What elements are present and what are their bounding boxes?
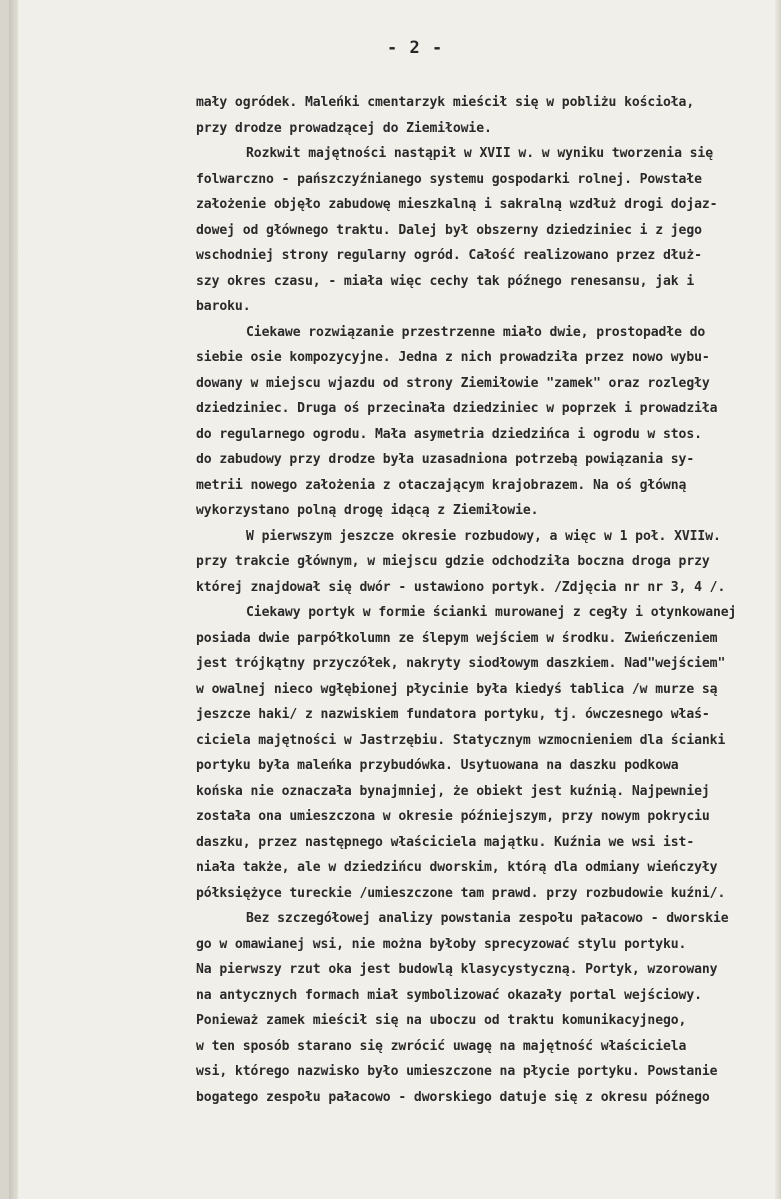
text-line: do zabudowy przy drodze była uzasadniona potrzebą powiązania sy- — [196, 452, 695, 467]
text-line: portyku była maleńka przybudówka. Usytuowana na daszku podkowa — [196, 758, 679, 773]
text-line: dziedziniec. Druga oś przecinała dziedziniec w poprzek i prowadziła — [196, 401, 718, 416]
typewritten-text-block — [196, 90, 781, 1190]
text-line: bogatego zespołu pałacowo - dworskiego datuje się z okresu późnego — [196, 1089, 710, 1105]
text-line: szy okres czasu, - miała więc cechy tak późnego renesansu, jak i — [196, 273, 695, 289]
text-line: siebie osie kompozycyjne. Jedna z nich prowadziła przez nowo wybu- — [196, 350, 710, 365]
text-line: folwarczno - pańszczyźnianego systemu gospodarki rolnej. Powstałe — [196, 171, 702, 187]
text-line: dowany w miejscu wjazdu od strony Ziemiłowie "zamek" oraz rozległy — [196, 375, 710, 391]
text-line: ciciela majętności w Jastrzębiu. Statycznym wzmocnieniem dla ścianki — [196, 732, 726, 748]
text-line: W pierwszym jeszcze okresie rozbudowy, a więc w 1 poł. XVIIw. — [246, 528, 721, 544]
text-line: w ten sposób starano się zwrócić uwagę na majętność właściciela — [196, 1038, 687, 1054]
text-line: baroku. — [196, 299, 251, 314]
text-line: do regularnego ogrodu. Mała asymetria dziedzińca i ogrodu w stos. — [196, 426, 702, 442]
text-line: daszku, przez następnego właściciela majątku. Kuźnia we wsi ist- — [196, 834, 695, 850]
text-line: końska nie oznaczała bynajmniej, że obiekt jest kuźnią. Najpewniej — [196, 783, 710, 799]
text-line: przy drodze prowadzącej do Ziemiłowie. — [196, 120, 492, 136]
text-line: metrii nowego założenia z otaczającym krajobrazem. Na oś główną — [196, 477, 687, 493]
text-line: jeszcze haki/ z nazwiskiem fundatora portyku, tj. ówczesnego właś- — [196, 707, 710, 722]
text-line: Na pierwszy rzut oka jest budowlą klasycystyczną. Portyk, wzorowany — [196, 962, 718, 977]
text-line: niała także, ale w dziedzińcu dworskim, którą dla odmiany wieńczyły — [196, 860, 718, 875]
text-line: posiada dwie parpółkolumn ze ślepym wejściem w środku. Zwieńczeniem — [196, 630, 718, 646]
text-line: go w omawianej wsi, nie można byłoby sprecyzować stylu portyku. — [196, 936, 687, 952]
page-binding-edge — [9, 0, 18, 1199]
text-line: wschodniej strony regularny ogród. Całość realizowano przez dłuż- — [196, 248, 702, 263]
text-line: Bez szczegółowej analizy powstania zespołu pałacowo - dworskie — [246, 911, 729, 926]
text-line: jest trójkątny przyczółek, nakryty siodłowym daszkiem. Nad"wejściem" — [196, 656, 726, 671]
text-line: Ciekawe rozwiązanie przestrzenne miało dwie, prostopadłe do — [246, 324, 706, 340]
text-line: półksiężyce tureckie /umieszczone tam prawd. przy rozbudowie kuźni/. — [196, 885, 726, 901]
text-line: założenie objęło zabudowę mieszkalną i sakralną wzdłuż drogi dojaz- — [196, 197, 718, 212]
text-line: Rozkwit majętności nastąpił w XVII w. w wyniku tworzenia się — [246, 146, 713, 161]
text-line: wsi, którego nazwisko było umieszczone na płycie portyku. Powstanie — [196, 1064, 718, 1079]
text-line: Ponieważ zamek mieścił się na uboczu od traktu komunikacyjnego, — [196, 1013, 687, 1028]
text-line: wykorzystano polną drogę idącą z Ziemiłowie. — [196, 503, 539, 518]
text-line: na antycznych formach miał symbolizować okazały portal wejściowy. — [196, 987, 702, 1003]
text-line: przy trakcie głównym, w miejscu gdzie odchodziła boczna droga przy — [196, 554, 710, 569]
page-number: - 2 - — [387, 38, 444, 58]
text-line: została ona umieszczona w okresie późniejszym, przy nowym pokryciu — [196, 809, 710, 824]
text-line: Ciekawy portyk w formie ścianki murowanej z cegły i otynkowanej — [246, 605, 737, 620]
text-line: mały ogródek. Maleńki cmentarzyk mieścił się w pobliżu kościoła, — [196, 95, 695, 110]
text-line: dowej od głównego traktu. Dalej był obszerny dziedziniec i z jego — [196, 222, 702, 238]
text-line: w owalnej nieco wgłębionej płycinie była kiedyś tablica /w murze są — [196, 681, 718, 697]
text-line: której znajdował się dwór - ustawiono portyk. /Zdjęcia nr nr 3, 4 /. — [196, 579, 726, 595]
